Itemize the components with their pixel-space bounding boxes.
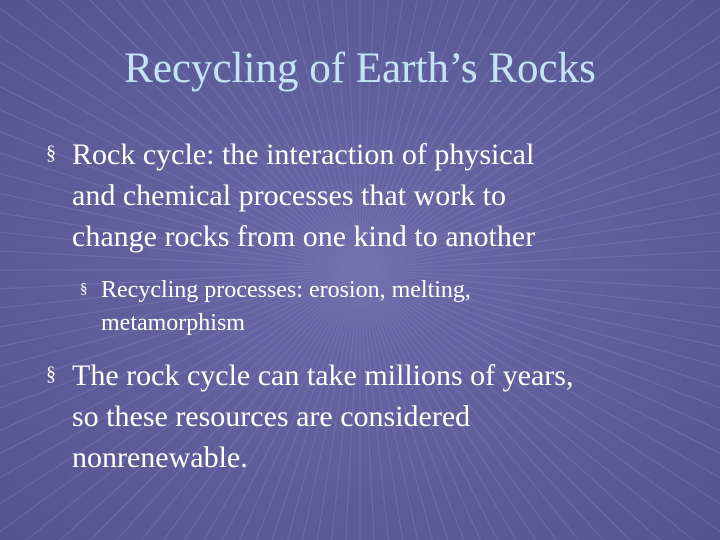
bullet-line: so these resources are considered bbox=[72, 400, 471, 433]
bullet-text bbox=[72, 134, 535, 257]
bullet-line: The rock cycle can take millions of years, bbox=[72, 359, 574, 392]
bullet-line: change rocks from one kind to another bbox=[72, 220, 536, 253]
bullet-text bbox=[72, 355, 573, 478]
bullet-line: Rock cycle: the interaction of physical bbox=[72, 138, 535, 171]
bullet-text bbox=[101, 274, 471, 340]
square-bullet-icon: § bbox=[46, 142, 56, 164]
bullet-nonrenewable bbox=[46, 355, 573, 478]
sub-bullet-recycling-processes bbox=[80, 274, 471, 340]
square-bullet-icon: § bbox=[80, 281, 88, 297]
bullet-line: nonrenewable. bbox=[72, 441, 248, 474]
bullet-rock-cycle bbox=[46, 134, 535, 257]
bullet-line: Recycling processes: erosion, melting, bbox=[101, 277, 471, 303]
bullet-line: metamorphism bbox=[101, 310, 245, 336]
square-bullet-icon: § bbox=[46, 363, 56, 385]
slide-title: Recycling of Earth’s Rocks bbox=[124, 45, 596, 92]
bullet-line: and chemical processes that work to bbox=[72, 179, 507, 212]
